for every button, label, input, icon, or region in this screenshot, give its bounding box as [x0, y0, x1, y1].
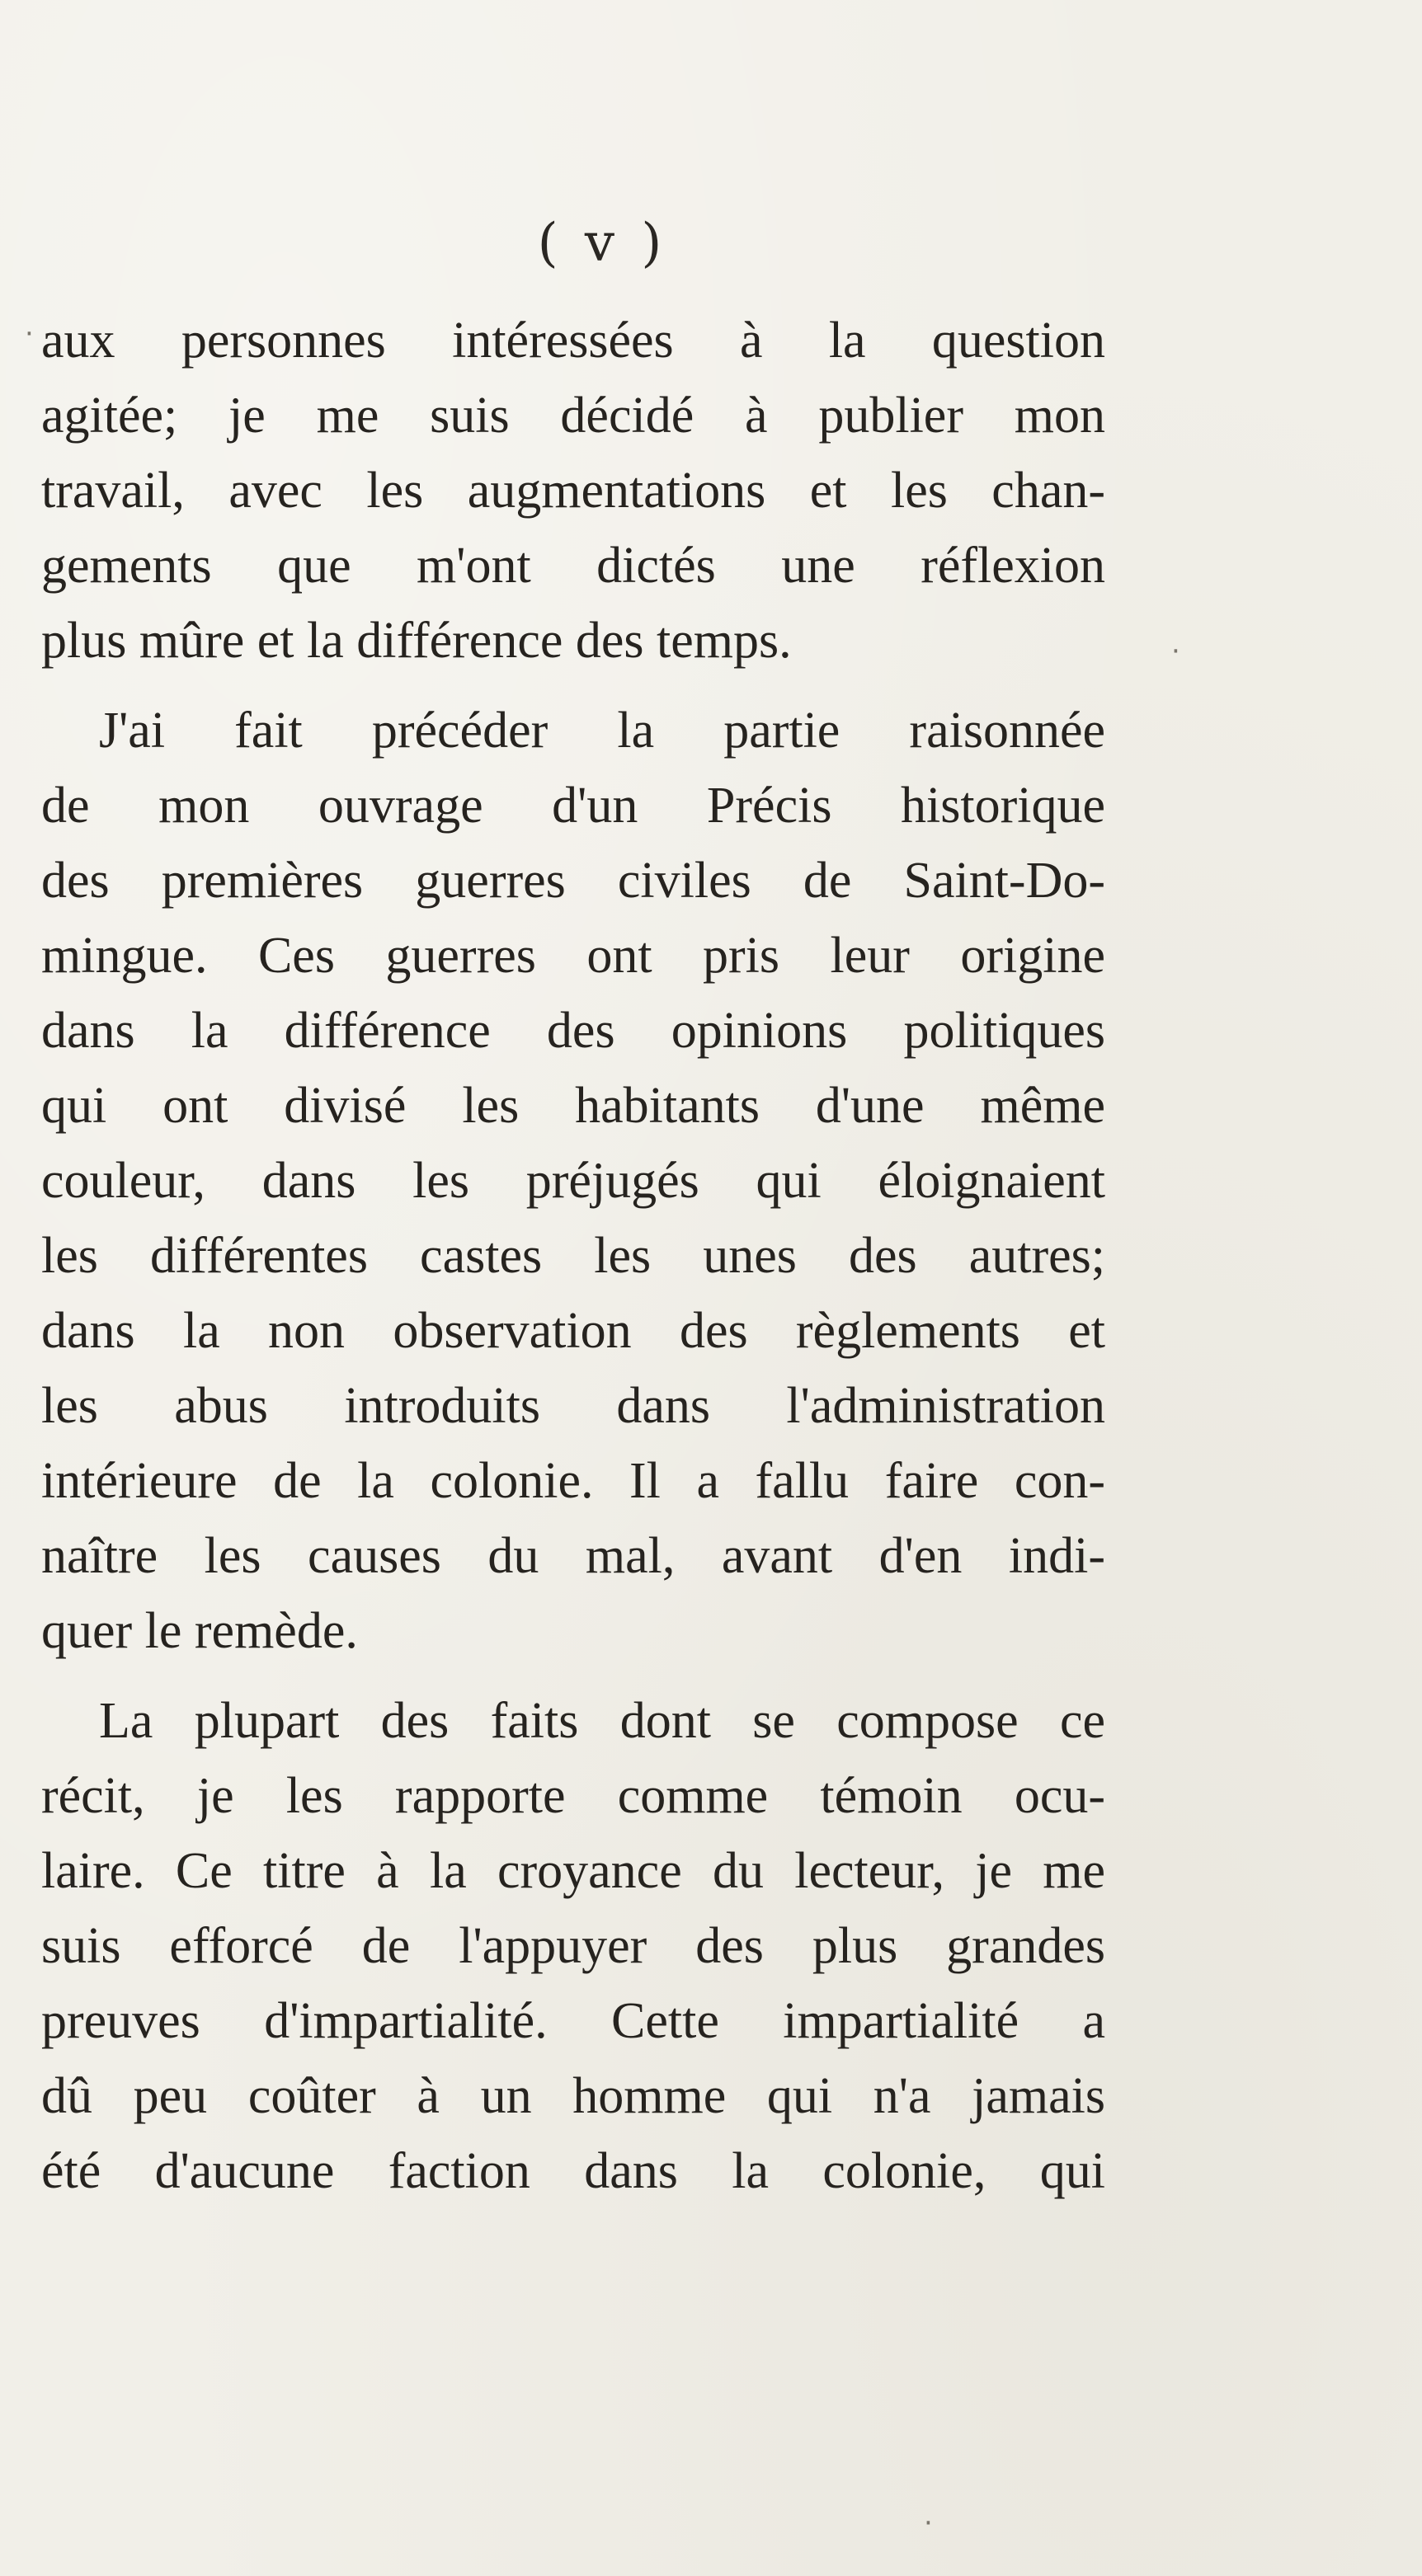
- text-line: La plupart des faits dont se compose ce: [99, 1693, 1105, 1749]
- text-line: de mon ouvrage d'un Précis historique: [41, 778, 1105, 834]
- text-line: naître les causes du mal, avant d'en indi-: [41, 1528, 1105, 1584]
- text-line: dû peu coûter à un homme qui n'a jamais: [41, 2068, 1105, 2124]
- text-line: les différentes castes les unes des autres;: [41, 1228, 1105, 1284]
- text-line: été d'aucune faction dans la colonie, qui: [41, 2143, 1105, 2199]
- paragraph-3: [41, 1684, 1105, 2209]
- paragraph-1: [41, 303, 1105, 679]
- page-number: ( v ): [537, 213, 667, 274]
- text-line: quer le remède.: [41, 1603, 358, 1659]
- text-line: plus mûre et la différence des temps.: [41, 613, 792, 669]
- text-line: dans la non observation des règlements et: [41, 1303, 1105, 1359]
- margin-speck: ·: [25, 317, 34, 350]
- text-line: des premières guerres civiles de Saint-Do-: [41, 853, 1105, 909]
- text-line: récit, je les rapporte comme témoin ocu-: [41, 1768, 1105, 1824]
- text-line: intérieure de la colonie. Il a fallu faire con-: [41, 1453, 1105, 1509]
- text-line: agitée; je me suis décidé à publier mon: [41, 388, 1105, 444]
- margin-speck: ·: [1171, 635, 1180, 668]
- margin-speck: ·: [924, 2507, 933, 2540]
- text-line: qui ont divisé les habitants d'une même: [41, 1078, 1105, 1134]
- text-line: couleur, dans les préjugés qui éloignaient: [41, 1153, 1105, 1209]
- text-line: travail, avec les augmentations et les chan-: [41, 463, 1105, 519]
- text-line: J'ai fait précéder la partie raisonnée: [99, 703, 1105, 759]
- text-line: suis efforcé de l'appuyer des plus grandes: [41, 1918, 1105, 1974]
- paragraph-2: [41, 693, 1105, 1669]
- body-text: [41, 303, 1105, 2209]
- text-line: aux personnes intéressées à la question: [41, 313, 1105, 369]
- text-line: mingue. Ces guerres ont pris leur origine: [41, 928, 1105, 984]
- text-line: preuves d'impartialité. Cette impartialité a: [41, 1993, 1105, 2049]
- text-line: les abus introduits dans l'administration: [41, 1378, 1105, 1434]
- text-line: laire. Ce titre à la croyance du lecteur, je me: [41, 1843, 1105, 1899]
- text-line: gements que m'ont dictés une réflexion: [41, 538, 1105, 594]
- text-line: dans la différence des opinions politiques: [41, 1003, 1105, 1059]
